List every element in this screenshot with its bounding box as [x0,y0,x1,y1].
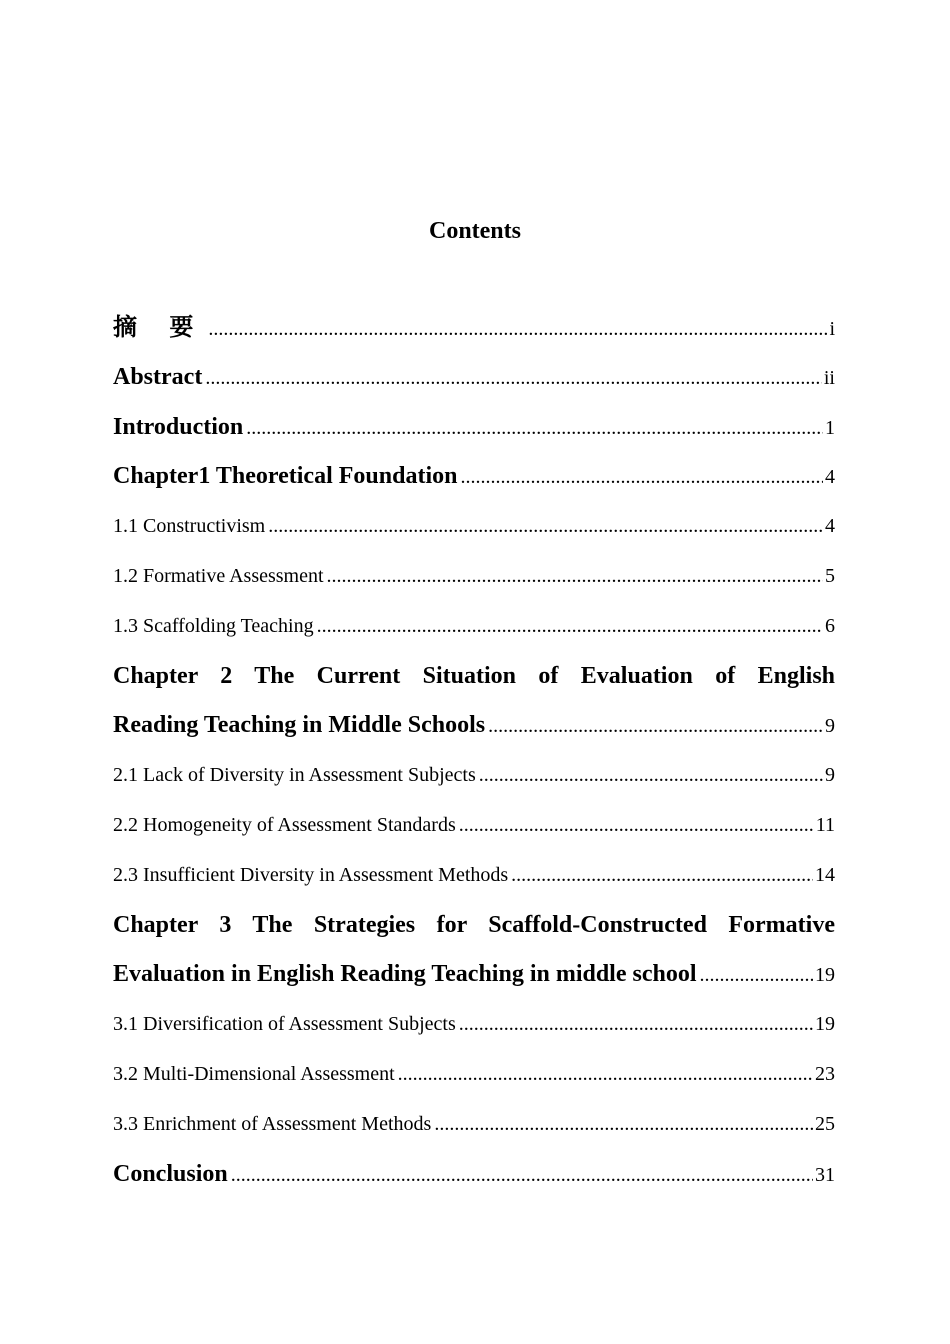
dot-leader [317,602,823,652]
toc-entry-label-line1: Chapter 2 The Current Situation of Evaluation of English [113,662,835,689]
toc-entry-chapter-3[interactable] [113,901,835,1001]
dot-leader [246,404,823,454]
dot-leader [479,751,823,801]
toc-entry-page: 5 [825,564,835,587]
toc-entry-abstract[interactable] [113,353,835,403]
toc-entry-label: Chapter1 Theoretical Foundation [113,463,458,490]
toc-entry-label: 3.2 Multi-Dimensional Assessment [113,1062,395,1085]
toc-entry-page: 4 [825,466,835,489]
dot-leader [208,305,827,355]
toc-entry-page: 1 [825,416,835,439]
toc-entry-page: 11 [815,813,835,836]
toc-entry-label-line2: Evaluation in English Reading Teaching in middle school [113,961,697,988]
toc-entry-label: 2.1 Lack of Diversity in Assessment Subjects [113,764,476,787]
dot-leader [700,951,813,1001]
toc-entry-page: 19 [815,1013,835,1036]
dot-leader [327,552,823,602]
toc-entry-label-line2: Reading Teaching in Middle Schools [113,712,486,739]
toc-entry-page: 6 [825,614,835,637]
toc-entry-page: ii [823,366,835,389]
dot-leader [434,1100,813,1150]
toc-entry-section-3-3[interactable] [113,1100,835,1150]
toc-entry-label: 摘 要 [113,313,206,341]
dot-leader [205,354,822,404]
toc-entry-introduction[interactable] [113,403,835,453]
toc-entry-label: 3.1 Diversification of Assessment Subjects [113,1013,456,1036]
table-of-contents [113,303,835,1199]
dot-leader [460,453,823,503]
toc-entry-section-3-1[interactable] [113,1000,835,1050]
toc-entry-section-2-3[interactable] [113,851,835,901]
toc-entry-page: 25 [815,1112,835,1135]
toc-entry-page: 19 [815,964,835,987]
toc-entry-section-1-3[interactable] [113,602,835,652]
toc-entry-page: i [829,318,835,340]
dot-leader [511,851,813,901]
dot-leader [268,502,823,552]
toc-entry-section-3-2[interactable] [113,1050,835,1100]
toc-entry-chapter-1[interactable] [113,452,835,502]
toc-entry-label-line1: Chapter 3 The Strategies for Scaffold-Constructed Formative [113,911,835,938]
toc-entry-section-2-1[interactable] [113,751,835,801]
toc-entry-section-2-2[interactable] [113,801,835,851]
toc-entry-label: 1.3 Scaffolding Teaching [113,614,314,637]
toc-entry-page: 4 [825,515,835,538]
dot-leader [459,801,814,851]
page-title: Contents [428,218,521,244]
toc-entry-page: 9 [825,764,835,787]
toc-entry-label: 3.3 Enrichment of Assessment Methods [113,1112,432,1135]
toc-entry-label: 2.2 Homogeneity of Assessment Standards [113,813,456,836]
toc-entry-page: 9 [825,715,835,738]
toc-entry-page: 23 [815,1062,835,1085]
dot-leader [231,1151,813,1201]
toc-entry-label: 1.2 Formative Assessment [113,564,324,587]
toc-entry-section-1-1[interactable] [113,502,835,552]
dot-leader [488,702,823,752]
toc-entry-chapter-2[interactable] [113,652,835,752]
toc-entry-label: Conclusion [113,1160,228,1187]
toc-entry-zhaiyao[interactable] [113,303,835,353]
toc-entry-label: Introduction [113,413,244,440]
dot-leader [459,1000,813,1050]
dot-leader [398,1050,813,1100]
toc-entry-section-1-2[interactable] [113,552,835,602]
toc-entry-conclusion[interactable] [113,1150,835,1200]
toc-entry-page: 31 [815,1163,835,1186]
toc-entry-label: Abstract [113,363,203,390]
toc-entry-label: 1.1 Constructivism [113,515,266,538]
toc-entry-label: 2.3 Insufficient Diversity in Assessment Methods [113,863,509,886]
toc-entry-page: 14 [815,863,835,886]
